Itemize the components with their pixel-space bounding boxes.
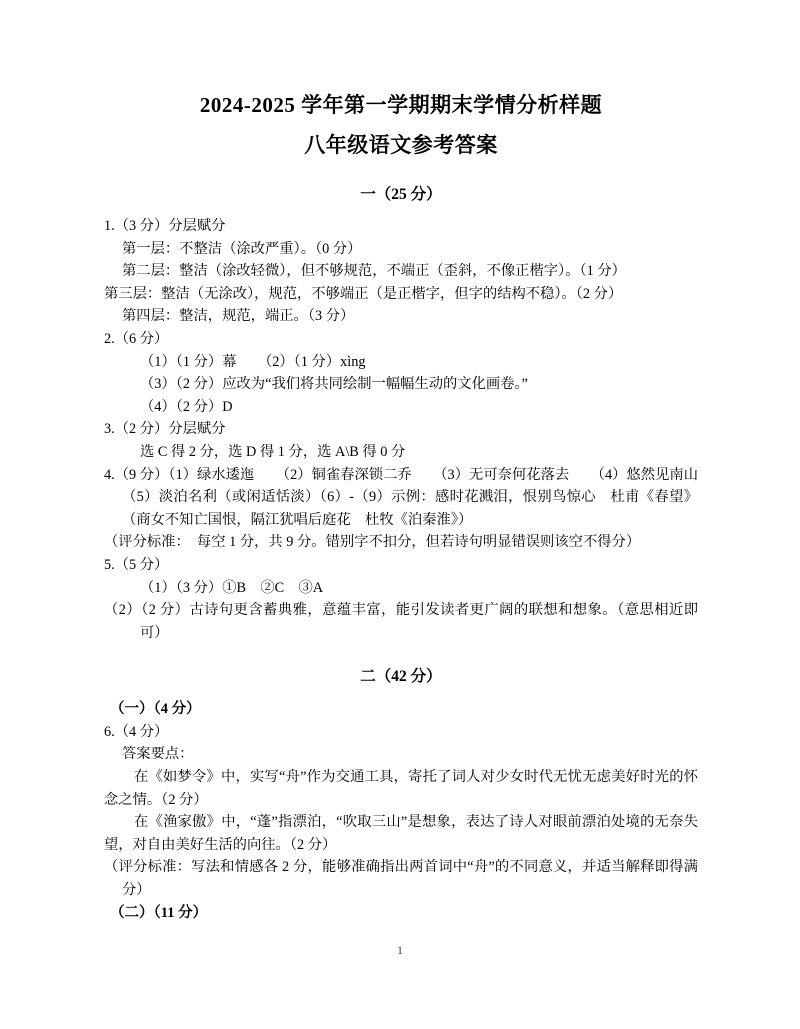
question-4-body: 4.（9 分）（1）绿水逶迤 （2）铜雀春深锁二乔 （3）无可奈何花落去 （4）悠然见南山（5）淡泊名利（或闲适恬淡）（6）-（9）示例：感时花溅泪，恨别鸟惊心 杜甫《春望》（商女不知亡国恨，隔江犹唱后庭花 杜牧《泊秦淮》） (104, 466, 698, 528)
page-title: 2024-2025 学年第一学期期末学情分析样题 (199, 93, 603, 117)
question-6-stem: 6.（4 分） (104, 723, 169, 740)
question-1-level-3: 第三层：整洁（无涂改），规范，不够端正（是正楷字，但字的结构不稳）。（2 分） (104, 285, 623, 302)
subsection-one-heading: （一）（4 分） (110, 701, 201, 718)
question-5-item-2: （2）（2 分）古诗句更含蓄典雅，意蕴丰富，能引发读者更广阔的联想和想象。（意思相近即可） (104, 602, 698, 641)
subsection-two-heading: （二）（11 分） (110, 904, 208, 921)
title-block (104, 88, 698, 162)
question-3-stem: 3.（2 分）分层赋分 (104, 421, 226, 438)
question-2-item-4: （4）（2 分）D (140, 398, 233, 415)
question-5-stem: 5.（5 分） (104, 556, 169, 573)
question-2-stem: 2.（6 分） (104, 330, 169, 347)
question-6-point-1: 在《如梦令》中，实写“舟”作为交通工具，寄托了词人对少女时代无忧无虑美好时光的怀念之情。（2 分） (104, 769, 698, 808)
page-subtitle: 八年级语文参考答案 (304, 133, 498, 157)
question-4-criteria: （评分标准： 每空 1 分，共 9 分。错别字不扣分，但若诗句明显错误则该空不得分） (104, 534, 641, 551)
section-one-heading: 一（25 分） (360, 186, 442, 203)
question-5-item-1: （1）（3 分）①B ②C ③A (140, 579, 324, 596)
question-3-answer: 选 C 得 2 分，选 D 得 1 分，选 A\B 得 0 分 (140, 443, 406, 460)
question-2-item-1: （1）（1 分）幕 （2）（1 分）xìng (140, 353, 366, 370)
question-6-criteria: （评分标准：写法和情感各 2 分，能够准确指出两首词中“舟”的不同意义，并适当解释即得满分） (104, 859, 698, 899)
page-number: 1 (397, 945, 403, 957)
question-1-level-1: 第一层：不整洁（涂改严重）。（0 分） (122, 240, 362, 257)
section-two-heading: 二（42 分） (360, 668, 442, 686)
question-6-point-2: 在《渔家傲》中，“蓬”指漂泊，“吹取三山”是想象，表达了诗人对眼前漂泊处境的无奈失望，对自由美好生活的向往。（2 分） (104, 814, 698, 853)
question-1-stem: 1.（3 分）分层赋分 (104, 218, 226, 234)
question-6-points-label: 答案要点： (122, 746, 194, 763)
question-1-level-4: 第四层：整洁，规范，端正。（3 分） (122, 308, 355, 325)
question-1-level-2: 第二层：整洁（涂改轻微），但不够规范，不端正（歪斜，不像正楷字）。（1 分） (122, 263, 626, 280)
question-2-item-3: （3）（2 分）应改为“我们将共同绘制一幅幅生动的文化画卷。” (140, 376, 528, 393)
